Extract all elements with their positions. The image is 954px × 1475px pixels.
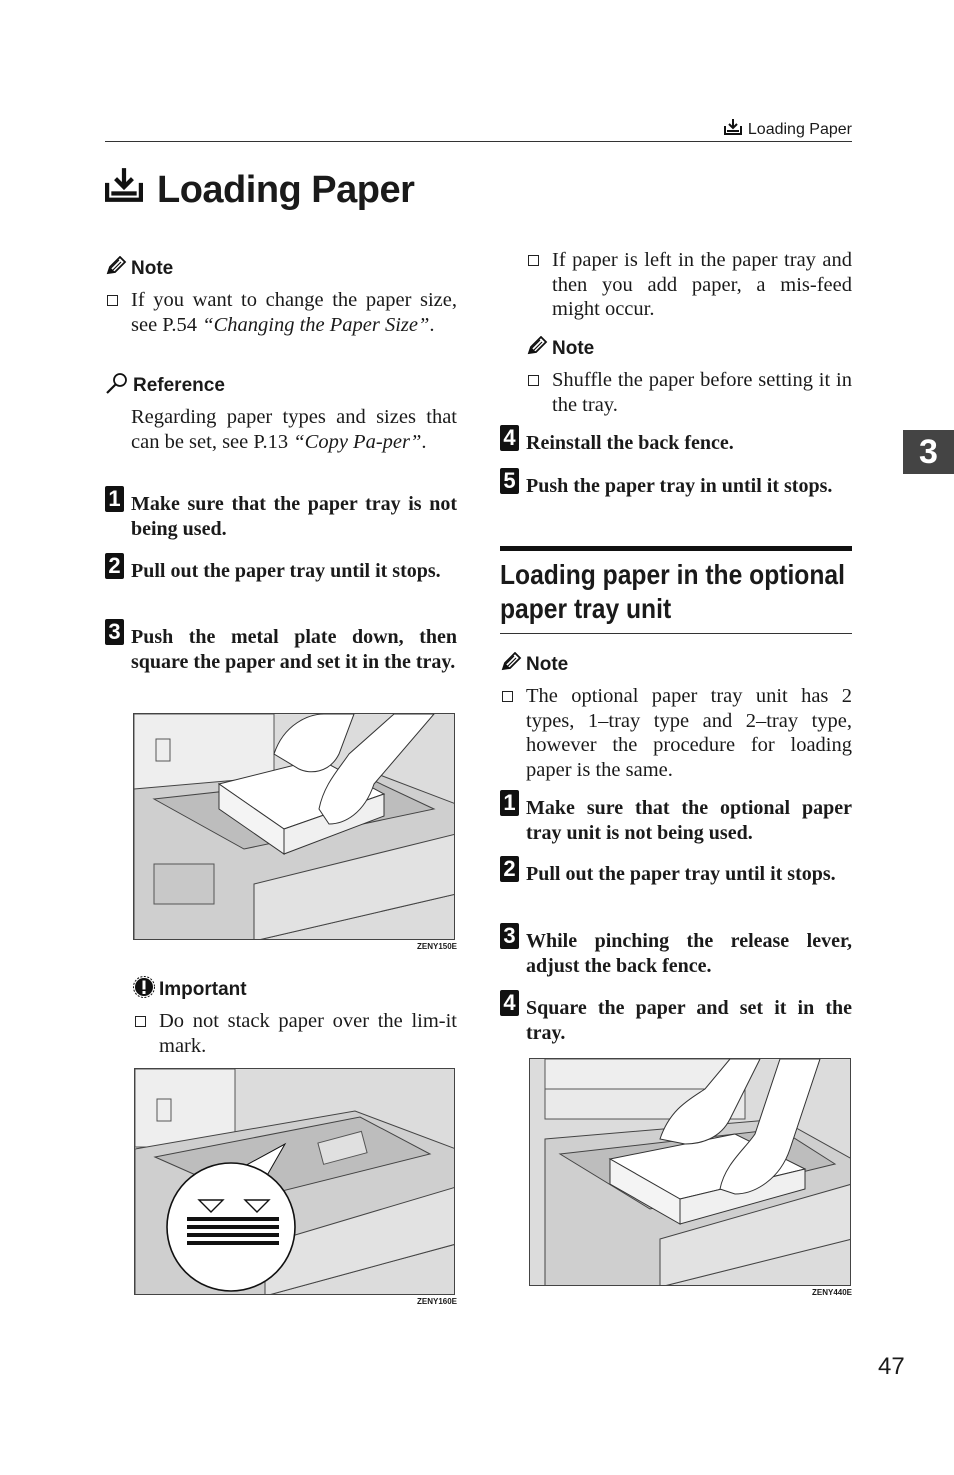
step-text: Reinstall the back fence.: [526, 432, 734, 454]
page-title: [105, 166, 414, 214]
left-reference: [105, 372, 457, 454]
note-heading: [500, 652, 852, 678]
bullet-text: If paper is left in the paper tray and then you add paper, a mis-feed might occur.: [552, 249, 852, 320]
pencil-icon: [500, 652, 522, 678]
note-bullet: [526, 368, 852, 417]
right-step2-4: [500, 990, 852, 1045]
right-step2-2: [500, 856, 852, 887]
checkbox-bullet-icon: [528, 375, 539, 386]
left-step-2: [105, 553, 457, 584]
important-text: Do not stack paper over the lim-it mark.: [159, 1010, 457, 1057]
header-rule: [105, 141, 852, 142]
right-step-5: [500, 468, 852, 499]
reference-body: [105, 405, 457, 454]
tray-illustration: [134, 714, 455, 940]
step-text: Make sure that the paper tray is not being used.: [131, 493, 457, 540]
important-icon: [133, 976, 155, 1004]
pencil-icon: [105, 256, 127, 282]
step-text: Pull out the paper tray until it stops.: [131, 560, 441, 582]
section-title: [500, 558, 845, 626]
step: [500, 856, 852, 887]
checkbox-bullet-icon: [135, 1016, 146, 1027]
step: [105, 486, 457, 541]
left-note: [105, 256, 457, 337]
reference-heading: [105, 372, 457, 400]
bullet-misfeed: [526, 248, 852, 322]
running-header-title: Loading Paper: [747, 120, 852, 138]
step-text: Make sure that the optional paper tray unit is not being used.: [526, 797, 852, 844]
figure-code: ZENY150E: [417, 942, 458, 951]
page-number: 47: [878, 1353, 905, 1380]
section-top-bar: [500, 546, 852, 551]
step-number: 3: [500, 923, 519, 949]
figure-code: ZENY440E: [812, 1288, 853, 1297]
figure-optional-tray: [529, 1058, 851, 1286]
step-text: Pull out the paper tray until it stops.: [526, 863, 836, 885]
section-title-line: Loading paper in the optional: [500, 559, 845, 590]
step-number: 2: [500, 856, 519, 882]
step: [500, 468, 852, 499]
right-note: [526, 336, 852, 417]
step: [105, 619, 457, 674]
important-label: Important: [159, 979, 247, 1000]
left-step-1: [105, 486, 457, 541]
note-heading: [526, 336, 852, 362]
section-title-line: paper tray unit: [500, 593, 672, 624]
important-heading: [133, 976, 457, 1004]
note-label: Note: [526, 654, 569, 675]
right-step-4: [500, 425, 852, 456]
running-header: [724, 118, 852, 141]
note-label: Note: [552, 338, 595, 359]
note-bullet: [500, 684, 852, 782]
reference-text: Regarding paper types and sizes that can be set, see P.13: [131, 406, 457, 453]
checkbox-bullet-icon: [528, 255, 539, 266]
figure-limit-mark: [134, 1068, 455, 1295]
step-text: While pinching the release lever, adjust the back fence.: [526, 930, 852, 977]
step-text: Push the paper tray in until it stops.: [526, 475, 833, 497]
checkbox-bullet-icon: [107, 295, 118, 306]
optional-tray-illustration: [530, 1059, 851, 1286]
right-note-2: [500, 652, 852, 782]
note-text: Shuffle the paper before setting it in the tray.: [552, 369, 852, 416]
note-label: Note: [131, 258, 174, 279]
step: [500, 790, 852, 845]
note-heading: [105, 256, 457, 282]
step-number: 2: [105, 553, 124, 579]
step: [500, 990, 852, 1045]
reference-label: Reference: [133, 375, 225, 396]
step-number: 4: [500, 990, 519, 1016]
note-text: The optional paper tray unit has 2 types, 1–tray type and 2–tray type, however the procedure for loading paper is the same.: [526, 685, 852, 781]
right-top-bullet: [500, 248, 852, 322]
step-number: 4: [500, 425, 519, 451]
step-text: Push the metal plate down, then square the paper and set it in the tray.: [131, 626, 457, 673]
important-bullet: [133, 1009, 457, 1058]
checkbox-bullet-icon: [502, 691, 513, 702]
figure-load-paper-tray: [133, 713, 455, 940]
pencil-icon: [526, 336, 548, 362]
step-text: Square the paper and set it in the tray.: [526, 997, 852, 1044]
paper-load-icon: [724, 118, 742, 141]
step: [500, 923, 852, 978]
chapter-tab: 3: [903, 430, 954, 474]
note-text-end: .: [429, 313, 435, 336]
note-bullet: [105, 288, 457, 337]
left-important: [133, 976, 457, 1058]
step-number: 3: [105, 619, 124, 645]
reference-cross-ref: “Copy Pa-per”: [293, 430, 422, 453]
paper-load-icon: [105, 166, 143, 214]
step-number: 1: [105, 486, 124, 512]
page-title-text: Loading Paper: [157, 168, 415, 211]
magnifier-icon: [105, 372, 129, 400]
left-step-3: [105, 619, 457, 674]
step: [500, 425, 852, 456]
figure-code: ZENY160E: [417, 1297, 458, 1306]
step-number: 5: [500, 468, 519, 494]
note-cross-ref: “Changing the Paper Size”: [202, 313, 430, 336]
step: [105, 553, 457, 584]
right-step2-3: [500, 923, 852, 978]
right-step2-1: [500, 790, 852, 845]
limit-mark-illustration: [135, 1069, 455, 1295]
note-text: If you want to change the paper size, see P.54: [131, 289, 457, 336]
section-bottom-rule: [500, 633, 852, 634]
step-number: 1: [500, 790, 519, 816]
reference-text-end: .: [421, 430, 427, 453]
